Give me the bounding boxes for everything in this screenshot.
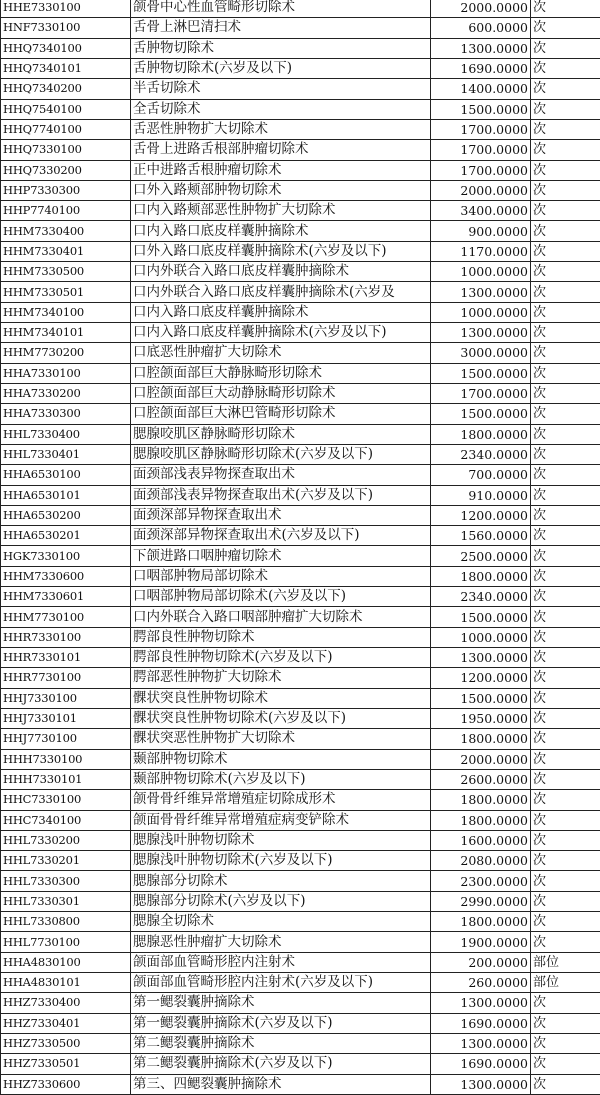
item-unit-cell: 次 — [531, 160, 600, 180]
table-row — [1, 180, 600, 200]
table-row — [1, 891, 600, 911]
item-unit-cell: 次 — [531, 891, 600, 911]
item-code-cell: HHQ7330100 — [1, 140, 131, 160]
item-price-cell: 2000.0000 — [431, 749, 531, 769]
item-unit-cell: 次 — [531, 0, 600, 18]
table-row — [1, 38, 600, 58]
item-price-cell: 1500.0000 — [431, 363, 531, 383]
item-unit-cell: 次 — [531, 363, 600, 383]
item-name-cell: 颞部肿物切除术(六岁及以下) — [131, 769, 431, 789]
item-code-cell: HHZ7330501 — [1, 1054, 131, 1074]
table-row — [1, 973, 600, 993]
item-price-cell: 1000.0000 — [431, 627, 531, 647]
table-row — [1, 993, 600, 1013]
item-price-cell: 1000.0000 — [431, 262, 531, 282]
item-name-cell: 腮腺咬肌区静脉畸形切除术 — [131, 424, 431, 444]
item-unit-cell: 次 — [531, 566, 600, 586]
item-price-cell: 2500.0000 — [431, 546, 531, 566]
table-row — [1, 404, 600, 424]
table-row — [1, 810, 600, 830]
item-unit-cell: 次 — [531, 140, 600, 160]
item-code-cell: HHQ7540100 — [1, 99, 131, 119]
item-name-cell: 腮腺部分切除术(六岁及以下) — [131, 891, 431, 911]
item-name-cell: 腮腺全切除术 — [131, 912, 431, 932]
item-name-cell: 第二鳃裂囊肿摘除术(六岁及以下) — [131, 1054, 431, 1074]
item-name-cell: 颞部肿物切除术 — [131, 749, 431, 769]
table-row — [1, 587, 600, 607]
item-price-cell: 3400.0000 — [431, 201, 531, 221]
item-unit-cell: 次 — [531, 1054, 600, 1074]
item-code-cell: HHP7330300 — [1, 180, 131, 200]
item-price-cell: 910.0000 — [431, 485, 531, 505]
item-name-cell: 腭部良性肿物切除术 — [131, 627, 431, 647]
item-code-cell: HHL7330401 — [1, 444, 131, 464]
item-unit-cell: 次 — [531, 749, 600, 769]
item-unit-cell: 次 — [531, 871, 600, 891]
item-code-cell: HHA6530200 — [1, 505, 131, 525]
item-name-cell: 颌面骨骨纤维异常增殖症病变铲除术 — [131, 810, 431, 830]
item-name-cell: 口咽部肿物局部切除术(六岁及以下) — [131, 587, 431, 607]
table-row — [1, 1074, 600, 1094]
item-unit-cell: 次 — [531, 648, 600, 668]
item-code-cell: HHR7730100 — [1, 668, 131, 688]
table-row — [1, 830, 600, 850]
item-code-cell: HHA4830100 — [1, 952, 131, 972]
item-price-cell: 1800.0000 — [431, 729, 531, 749]
item-unit-cell: 次 — [531, 18, 600, 38]
item-code-cell: HHL7330301 — [1, 891, 131, 911]
item-name-cell: 口外入路颊部肿物切除术 — [131, 180, 431, 200]
item-code-cell: HHC7340100 — [1, 810, 131, 830]
item-unit-cell: 部位 — [531, 952, 600, 972]
item-price-cell: 3000.0000 — [431, 343, 531, 363]
item-price-cell: 1800.0000 — [431, 424, 531, 444]
item-price-cell: 1600.0000 — [431, 830, 531, 850]
table-row — [1, 769, 600, 789]
item-unit-cell: 部位 — [531, 973, 600, 993]
item-unit-cell: 次 — [531, 38, 600, 58]
item-unit-cell: 次 — [531, 627, 600, 647]
table-row — [1, 648, 600, 668]
item-name-cell: 口外入路口底皮样囊肿摘除术(六岁及以下) — [131, 241, 431, 261]
item-unit-cell: 次 — [531, 383, 600, 403]
item-code-cell: HHA7330100 — [1, 363, 131, 383]
item-code-cell: HHM7730100 — [1, 607, 131, 627]
item-code-cell: HHZ7330400 — [1, 993, 131, 1013]
item-unit-cell: 次 — [531, 119, 600, 139]
table-row — [1, 262, 600, 282]
item-code-cell: HNF7330100 — [1, 18, 131, 38]
item-unit-cell: 次 — [531, 282, 600, 302]
item-unit-cell: 次 — [531, 221, 600, 241]
item-code-cell: HGK7330100 — [1, 546, 131, 566]
item-price-cell: 1300.0000 — [431, 38, 531, 58]
item-name-cell: 口咽部肿物局部切除术 — [131, 566, 431, 586]
item-code-cell: HHA6530201 — [1, 526, 131, 546]
table-row — [1, 952, 600, 972]
item-name-cell: 下颌进路口咽肿瘤切除术 — [131, 546, 431, 566]
item-unit-cell: 次 — [531, 708, 600, 728]
item-price-cell: 600.0000 — [431, 18, 531, 38]
item-code-cell: HHZ7330600 — [1, 1074, 131, 1094]
item-price-cell: 2000.0000 — [431, 180, 531, 200]
item-price-cell: 2000.0000 — [431, 0, 531, 18]
item-price-cell: 900.0000 — [431, 221, 531, 241]
item-code-cell: HHM7330601 — [1, 587, 131, 607]
item-unit-cell: 次 — [531, 201, 600, 221]
item-price-cell: 1690.0000 — [431, 58, 531, 78]
item-price-cell: 260.0000 — [431, 973, 531, 993]
item-code-cell: HHP7740100 — [1, 201, 131, 221]
table-row — [1, 851, 600, 871]
item-unit-cell: 次 — [531, 79, 600, 99]
item-unit-cell: 次 — [531, 546, 600, 566]
item-unit-cell: 次 — [531, 790, 600, 810]
item-unit-cell: 次 — [531, 668, 600, 688]
item-price-cell: 1500.0000 — [431, 688, 531, 708]
item-name-cell: 腭部恶性肿物扩大切除术 — [131, 668, 431, 688]
table-row — [1, 465, 600, 485]
item-code-cell: HHA7330200 — [1, 383, 131, 403]
item-unit-cell: 次 — [531, 262, 600, 282]
item-price-cell: 1800.0000 — [431, 912, 531, 932]
item-code-cell: HHA7330300 — [1, 404, 131, 424]
item-name-cell: 髁状突良性肿物切除术 — [131, 688, 431, 708]
item-code-cell: HHQ7740100 — [1, 119, 131, 139]
table-row — [1, 383, 600, 403]
item-code-cell: HHH7330101 — [1, 769, 131, 789]
table-row — [1, 932, 600, 952]
table-row — [1, 140, 600, 160]
item-code-cell: HHQ7340101 — [1, 58, 131, 78]
item-price-cell: 1800.0000 — [431, 566, 531, 586]
table-row — [1, 58, 600, 78]
item-name-cell: 口腔颌面部巨大动静脉畸形切除术 — [131, 383, 431, 403]
item-price-cell: 2300.0000 — [431, 871, 531, 891]
item-price-cell: 1200.0000 — [431, 668, 531, 688]
table-row — [1, 729, 600, 749]
item-price-cell: 1500.0000 — [431, 99, 531, 119]
item-name-cell: 髁状突恶性肿物扩大切除术 — [131, 729, 431, 749]
table-row — [1, 323, 600, 343]
table-row — [1, 871, 600, 891]
item-code-cell: HHL7330200 — [1, 830, 131, 850]
item-code-cell: HHE7330100 — [1, 0, 131, 18]
item-name-cell: 舌骨上进路舌根部肿瘤切除术 — [131, 140, 431, 160]
item-code-cell: HHM7330400 — [1, 221, 131, 241]
table-row — [1, 424, 600, 444]
item-code-cell: HHM7330600 — [1, 566, 131, 586]
item-unit-cell: 次 — [531, 810, 600, 830]
item-name-cell: 腮腺浅叶肿物切除术 — [131, 830, 431, 850]
table-row — [1, 444, 600, 464]
item-code-cell: HHJ7730100 — [1, 729, 131, 749]
item-code-cell: HHQ7330200 — [1, 160, 131, 180]
item-price-cell: 2990.0000 — [431, 891, 531, 911]
item-name-cell: 腮腺部分切除术 — [131, 871, 431, 891]
table-row — [1, 485, 600, 505]
item-code-cell: HHC7330100 — [1, 790, 131, 810]
item-unit-cell: 次 — [531, 830, 600, 850]
item-name-cell: 腮腺浅叶肿物切除术(六岁及以下) — [131, 851, 431, 871]
item-name-cell: 全舌切除术 — [131, 99, 431, 119]
item-unit-cell: 次 — [531, 993, 600, 1013]
item-unit-cell: 次 — [531, 688, 600, 708]
item-name-cell: 面颈部浅表异物探查取出术 — [131, 465, 431, 485]
item-unit-cell: 次 — [531, 302, 600, 322]
item-code-cell: HHJ7330101 — [1, 708, 131, 728]
table-row — [1, 302, 600, 322]
item-price-cell: 1300.0000 — [431, 993, 531, 1013]
table-row — [1, 363, 600, 383]
item-name-cell: 颌面部血管畸形腔内注射术(六岁及以下) — [131, 973, 431, 993]
item-code-cell: HHL7330300 — [1, 871, 131, 891]
item-price-cell: 700.0000 — [431, 465, 531, 485]
item-unit-cell: 次 — [531, 465, 600, 485]
table-row — [1, 18, 600, 38]
item-price-cell: 1300.0000 — [431, 1074, 531, 1094]
table-row — [1, 526, 600, 546]
item-code-cell: HHM7330500 — [1, 262, 131, 282]
item-name-cell: 口内入路口底皮样囊肿摘除术 — [131, 221, 431, 241]
item-unit-cell: 次 — [531, 526, 600, 546]
item-price-cell: 1700.0000 — [431, 119, 531, 139]
item-unit-cell: 次 — [531, 932, 600, 952]
table-row — [1, 912, 600, 932]
item-price-cell: 1000.0000 — [431, 302, 531, 322]
item-name-cell: 口底恶性肿瘤扩大切除术 — [131, 343, 431, 363]
item-unit-cell: 次 — [531, 505, 600, 525]
item-name-cell: 舌骨上淋巴清扫术 — [131, 18, 431, 38]
item-price-cell: 1300.0000 — [431, 282, 531, 302]
item-price-cell: 2340.0000 — [431, 587, 531, 607]
item-unit-cell: 次 — [531, 343, 600, 363]
item-code-cell: HHR7330100 — [1, 627, 131, 647]
table-row — [1, 1013, 600, 1033]
item-code-cell: HHL7330201 — [1, 851, 131, 871]
item-code-cell: HHJ7330100 — [1, 688, 131, 708]
item-unit-cell: 次 — [531, 912, 600, 932]
item-price-cell: 1950.0000 — [431, 708, 531, 728]
item-code-cell: HHQ7340200 — [1, 79, 131, 99]
item-code-cell: HHH7330100 — [1, 749, 131, 769]
item-name-cell: 舌肿物切除术 — [131, 38, 431, 58]
item-unit-cell: 次 — [531, 1074, 600, 1094]
item-unit-cell: 次 — [531, 769, 600, 789]
item-name-cell: 正中进路舌根肿瘤切除术 — [131, 160, 431, 180]
table-row — [1, 607, 600, 627]
item-code-cell: HHM7340100 — [1, 302, 131, 322]
item-name-cell: 口内外联合入路口底皮样囊肿摘除术(六岁及 — [131, 282, 431, 302]
item-name-cell: 颌面部血管畸形腔内注射术 — [131, 952, 431, 972]
table-row — [1, 627, 600, 647]
item-name-cell: 腮腺咬肌区静脉畸形切除术(六岁及以下) — [131, 444, 431, 464]
item-price-cell: 2340.0000 — [431, 444, 531, 464]
item-name-cell: 口内入路口底皮样囊肿摘除术(六岁及以下) — [131, 323, 431, 343]
item-unit-cell: 次 — [531, 424, 600, 444]
item-name-cell: 口内外联合入路口咽部肿瘤扩大切除术 — [131, 607, 431, 627]
item-price-cell: 2080.0000 — [431, 851, 531, 871]
item-code-cell: HHR7330101 — [1, 648, 131, 668]
item-code-cell: HHQ7340100 — [1, 38, 131, 58]
item-name-cell: 口腔颌面部巨大静脉畸形切除术 — [131, 363, 431, 383]
table-row — [1, 79, 600, 99]
item-price-cell: 1400.0000 — [431, 79, 531, 99]
item-unit-cell: 次 — [531, 485, 600, 505]
item-unit-cell: 次 — [531, 851, 600, 871]
item-name-cell: 面颈深部异物探查取出术 — [131, 505, 431, 525]
table-row — [1, 546, 600, 566]
item-name-cell: 面颈深部异物探查取出术(六岁及以下) — [131, 526, 431, 546]
table-row — [1, 241, 600, 261]
item-name-cell: 口内入路颊部恶性肿物扩大切除术 — [131, 201, 431, 221]
item-price-cell: 1560.0000 — [431, 526, 531, 546]
item-code-cell: HHL7330800 — [1, 912, 131, 932]
table-row — [1, 282, 600, 302]
item-unit-cell: 次 — [531, 444, 600, 464]
item-name-cell: 腭部良性肿物切除术(六岁及以下) — [131, 648, 431, 668]
item-unit-cell: 次 — [531, 241, 600, 261]
table-row — [1, 201, 600, 221]
item-name-cell: 第一鳃裂囊肿摘除术 — [131, 993, 431, 1013]
item-name-cell: 颌骨中心性血管畸形切除术 — [131, 0, 431, 18]
table-row — [1, 0, 600, 18]
item-price-cell: 1690.0000 — [431, 1013, 531, 1033]
item-unit-cell: 次 — [531, 587, 600, 607]
table-row — [1, 119, 600, 139]
table-row — [1, 790, 600, 810]
item-price-cell: 1900.0000 — [431, 932, 531, 952]
item-code-cell: HHA4830101 — [1, 973, 131, 993]
item-name-cell: 口内外联合入路口底皮样囊肿摘除术 — [131, 262, 431, 282]
item-name-cell: 口内入路口底皮样囊肿摘除术 — [131, 302, 431, 322]
table-row — [1, 688, 600, 708]
table-row — [1, 668, 600, 688]
item-code-cell: HHM7330401 — [1, 241, 131, 261]
item-unit-cell: 次 — [531, 58, 600, 78]
item-name-cell: 腮腺恶性肿瘤扩大切除术 — [131, 932, 431, 952]
item-code-cell: HHA6530100 — [1, 465, 131, 485]
item-unit-cell: 次 — [531, 404, 600, 424]
table-row — [1, 566, 600, 586]
item-name-cell: 半舌切除术 — [131, 79, 431, 99]
item-unit-cell: 次 — [531, 99, 600, 119]
item-unit-cell: 次 — [531, 729, 600, 749]
item-code-cell: HHM7330501 — [1, 282, 131, 302]
table-row — [1, 99, 600, 119]
table-row — [1, 1033, 600, 1053]
item-price-cell: 1500.0000 — [431, 404, 531, 424]
item-price-cell: 1200.0000 — [431, 505, 531, 525]
item-code-cell: HHL7330400 — [1, 424, 131, 444]
item-unit-cell: 次 — [531, 1013, 600, 1033]
item-name-cell: 髁状突良性肿物切除术(六岁及以下) — [131, 708, 431, 728]
item-price-cell: 1700.0000 — [431, 140, 531, 160]
item-code-cell: HHA6530101 — [1, 485, 131, 505]
table-row — [1, 505, 600, 525]
item-unit-cell: 次 — [531, 607, 600, 627]
item-code-cell: HHZ7330500 — [1, 1033, 131, 1053]
table-row — [1, 708, 600, 728]
item-name-cell: 第一鳃裂囊肿摘除术(六岁及以下) — [131, 1013, 431, 1033]
item-price-cell: 1700.0000 — [431, 383, 531, 403]
item-code-cell: HHL7730100 — [1, 932, 131, 952]
item-price-cell: 1800.0000 — [431, 790, 531, 810]
table-row — [1, 1054, 600, 1074]
table-row — [1, 160, 600, 180]
item-price-cell: 1500.0000 — [431, 607, 531, 627]
item-code-cell: HHM7730200 — [1, 343, 131, 363]
fee-table-body — [1, 0, 600, 1094]
item-price-cell: 1300.0000 — [431, 648, 531, 668]
item-price-cell: 1300.0000 — [431, 1033, 531, 1053]
item-name-cell: 舌恶性肿物扩大切除术 — [131, 119, 431, 139]
item-price-cell: 1800.0000 — [431, 810, 531, 830]
table-row — [1, 221, 600, 241]
item-name-cell: 舌肿物切除术(六岁及以下) — [131, 58, 431, 78]
item-price-cell: 2600.0000 — [431, 769, 531, 789]
table-row — [1, 749, 600, 769]
item-price-cell: 1170.0000 — [431, 241, 531, 261]
item-code-cell: HHM7340101 — [1, 323, 131, 343]
item-price-cell: 1700.0000 — [431, 160, 531, 180]
item-name-cell: 面颈部浅表异物探查取出术(六岁及以下) — [131, 485, 431, 505]
item-unit-cell: 次 — [531, 1033, 600, 1053]
item-name-cell: 第二鳃裂囊肿摘除术 — [131, 1033, 431, 1053]
item-name-cell: 口腔颌面部巨大淋巴管畸形切除术 — [131, 404, 431, 424]
item-code-cell: HHZ7330401 — [1, 1013, 131, 1033]
item-unit-cell: 次 — [531, 323, 600, 343]
table-row — [1, 343, 600, 363]
item-price-cell: 200.0000 — [431, 952, 531, 972]
item-unit-cell: 次 — [531, 180, 600, 200]
item-name-cell: 颌骨骨纤维异常增殖症切除成形术 — [131, 790, 431, 810]
item-price-cell: 1690.0000 — [431, 1054, 531, 1074]
item-name-cell: 第三、四鳃裂囊肿摘除术 — [131, 1074, 431, 1094]
item-price-cell: 1300.0000 — [431, 323, 531, 343]
